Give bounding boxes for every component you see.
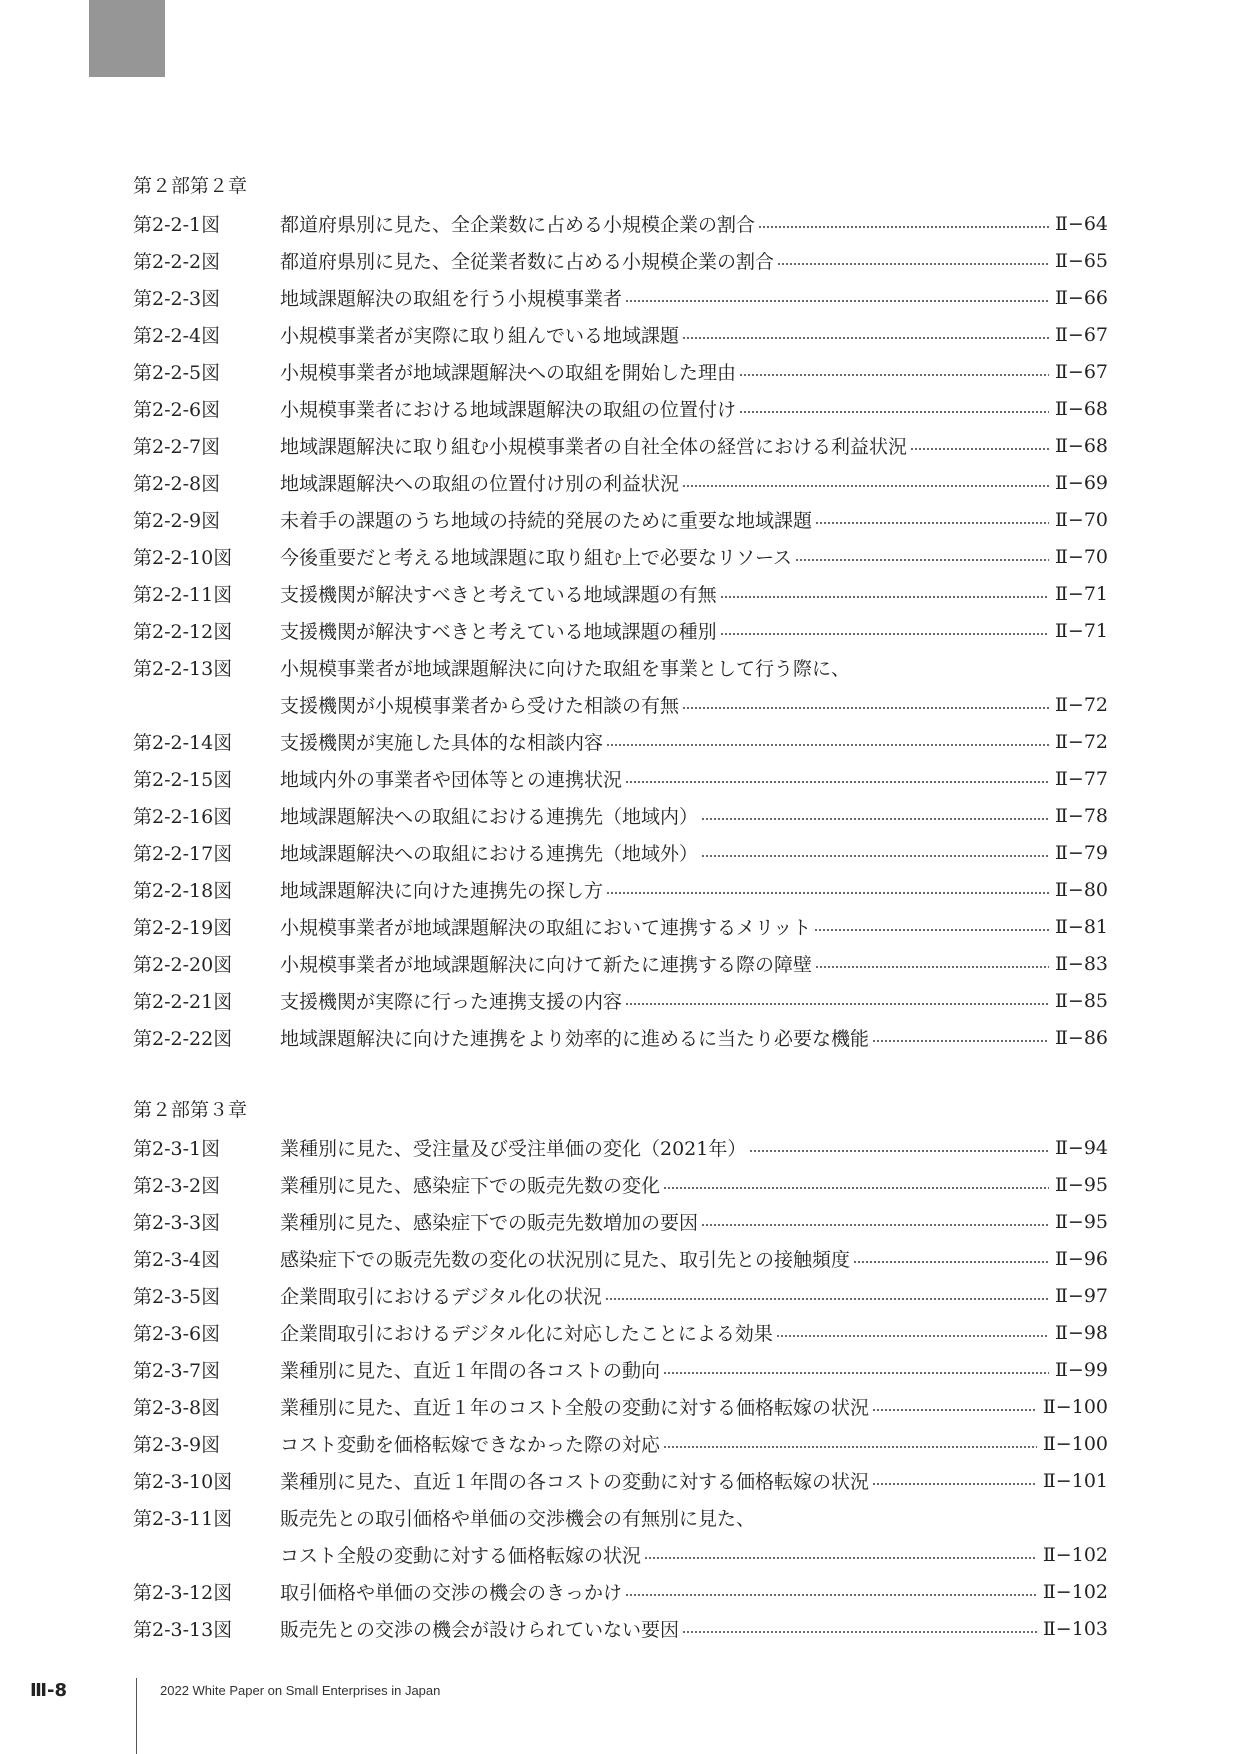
page-reference: Ⅱ−65 (1054, 249, 1108, 272)
entry-body (280, 284, 1108, 311)
figure-number: 第2-2-3図 (133, 288, 221, 310)
toc-entry[interactable] (133, 908, 1108, 945)
figure-number: 第2-2-19図 (133, 917, 233, 939)
dot-leader (682, 485, 1049, 487)
figure-number: 第2-2-1図 (133, 214, 221, 236)
corner-tab-block (89, 0, 165, 77)
page-reference: Ⅱ−103 (1042, 1617, 1108, 1640)
figure-number: 第2-3-1図 (133, 1138, 221, 1160)
entry-body (280, 802, 1108, 829)
entry-body (280, 432, 1108, 459)
entry-body (280, 1504, 1108, 1531)
figure-title: 支援機関が解決すべきと考えている地域課題の有無 (280, 584, 717, 606)
dot-leader (625, 781, 1049, 783)
page-reference: Ⅱ−100 (1042, 1395, 1108, 1418)
toc-entry[interactable] (133, 1166, 1108, 1203)
figure-number: 第2-2-12図 (133, 621, 233, 643)
toc-entry[interactable] (133, 1203, 1108, 1240)
figure-title: 業種別に見た、感染症下での販売先数の変化 (280, 1175, 661, 1197)
figure-title: 地域課題解決への取組における連携先（地域外） (280, 843, 699, 865)
figure-number: 第2-2-2図 (133, 251, 221, 273)
dot-leader (605, 1298, 1049, 1300)
toc-entry[interactable] (133, 1240, 1108, 1277)
entry-body (280, 543, 1108, 570)
figure-title: 地域課題解決に向けた連携をより効率的に進めるに当たり必要な機能 (280, 1028, 870, 1050)
toc-entry[interactable] (133, 1573, 1108, 1610)
figure-number: 第2-3-10図 (133, 1471, 233, 1493)
figure-title: 小規模事業者が地域課題解決に向けた取組を事業として行う際に、 (280, 658, 851, 680)
toc-entry[interactable] (133, 1610, 1108, 1647)
entry-body (280, 617, 1108, 644)
chapter-heading: 第２部第２章 (133, 175, 248, 197)
page-reference: Ⅱ−101 (1042, 1469, 1108, 1492)
entry-body (280, 1578, 1108, 1605)
toc-entry[interactable] (133, 205, 1108, 242)
toc-entry[interactable] (133, 612, 1108, 649)
page-reference: Ⅱ−72 (1054, 730, 1108, 753)
figure-title: 今後重要だと考える地域課題に取り組む上で必要なリソース (280, 547, 793, 569)
toc-entry[interactable] (133, 797, 1108, 834)
dot-leader (910, 448, 1049, 450)
toc-entry[interactable] (133, 649, 1108, 686)
page-reference: Ⅱ−67 (1054, 323, 1108, 346)
figure-number: 第2-2-14図 (133, 732, 233, 754)
toc-entry[interactable] (133, 464, 1108, 501)
page-reference: Ⅱ−80 (1054, 878, 1108, 901)
entry-body (280, 1282, 1108, 1309)
entry-body (280, 247, 1108, 274)
entry-body (280, 1615, 1108, 1642)
page-reference: Ⅱ−94 (1054, 1136, 1108, 1159)
toc-entry[interactable] (133, 1314, 1108, 1351)
entry-body (280, 765, 1108, 792)
figure-number: 第2-2-5図 (133, 362, 221, 384)
page-reference: Ⅱ−71 (1054, 619, 1108, 642)
dot-leader (682, 707, 1049, 709)
toc-entry[interactable] (133, 982, 1108, 1019)
dot-leader (701, 855, 1049, 857)
figure-number: 第2-2-15図 (133, 769, 233, 791)
dot-leader (739, 411, 1049, 413)
dot-leader (872, 1483, 1037, 1485)
page-reference: Ⅱ−85 (1054, 989, 1108, 1012)
toc-entry[interactable] (133, 1425, 1108, 1462)
page-reference: Ⅱ−99 (1054, 1358, 1108, 1381)
dot-leader (872, 1409, 1037, 1411)
page-reference: Ⅱ−102 (1042, 1543, 1108, 1566)
figure-title: 企業間取引におけるデジタル化の状況 (280, 1286, 602, 1308)
page-reference: Ⅱ−72 (1054, 693, 1108, 716)
entry-body (280, 913, 1108, 940)
figure-title: 小規模事業者が実際に取り組んでいる地域課題 (280, 325, 680, 347)
figure-number: 第2-3-2図 (133, 1175, 221, 1197)
figure-title: 小規模事業者における地域課題解決の取組の位置付け (280, 399, 737, 421)
toc-entry[interactable] (133, 575, 1108, 612)
page-reference: Ⅱ−69 (1054, 471, 1108, 494)
footer-divider (136, 1678, 137, 1754)
figure-number: 第2-3-3図 (133, 1212, 221, 1234)
page-footer (30, 1664, 730, 1754)
figure-title: 地域課題解決の取組を行う小規模事業者 (280, 288, 623, 310)
figure-title: 企業間取引におけるデジタル化に対応したことによる効果 (280, 1323, 773, 1345)
entry-body (280, 1541, 1108, 1568)
entry-body (280, 876, 1108, 903)
figure-number: 第2-3-13図 (133, 1619, 233, 1641)
toc-entry[interactable] (133, 834, 1108, 871)
dot-leader (739, 374, 1049, 376)
figure-number: 第2-3-12図 (133, 1582, 233, 1604)
figure-number: 第2-2-21図 (133, 991, 233, 1013)
figure-title: 未着手の課題のうち地域の持続的発展のために重要な地域課題 (280, 510, 813, 532)
entry-body (280, 1319, 1108, 1346)
figure-number: 第2-2-10図 (133, 547, 233, 569)
toc-entry[interactable] (133, 279, 1108, 316)
toc-entry[interactable] (133, 1388, 1108, 1425)
dot-leader (749, 1150, 1049, 1152)
page-reference: Ⅱ−78 (1054, 804, 1108, 827)
toc-entry[interactable] (133, 1277, 1108, 1314)
entry-body (280, 654, 1108, 681)
figure-number: 第2-2-18図 (133, 880, 233, 902)
dot-leader (663, 1372, 1049, 1374)
figure-title: 取引価格や単価の交渉の機会のきっかけ (280, 1582, 623, 1604)
figure-number: 第2-2-20図 (133, 954, 233, 976)
toc-entry[interactable] (133, 723, 1108, 760)
entry-body (280, 1024, 1108, 1051)
figure-number: 第2-3-6図 (133, 1323, 221, 1345)
dot-leader (777, 263, 1049, 265)
figure-number: 第2-3-8図 (133, 1397, 221, 1419)
entry-body (280, 580, 1108, 607)
dot-leader (625, 1594, 1037, 1596)
page-reference: Ⅱ−77 (1054, 767, 1108, 790)
page-reference: Ⅱ−95 (1054, 1173, 1108, 1196)
page-reference: Ⅱ−70 (1054, 545, 1108, 568)
page-reference: Ⅱ−66 (1054, 286, 1108, 309)
dot-leader (758, 226, 1049, 228)
figure-title: 業種別に見た、受注量及び受注単価の変化（2021年） (280, 1138, 747, 1160)
page-reference: Ⅱ−68 (1054, 397, 1108, 420)
figure-number: 第2-3-5図 (133, 1286, 221, 1308)
figure-number: 第2-3-4図 (133, 1249, 221, 1271)
figure-title: 小規模事業者が地域課題解決への取組を開始した理由 (280, 362, 737, 384)
toc-entry[interactable] (133, 1019, 1108, 1056)
entry-body (280, 358, 1108, 385)
entry-body (280, 210, 1108, 237)
dot-leader (625, 300, 1049, 302)
toc-entry[interactable] (133, 1462, 1108, 1499)
dot-leader (625, 1003, 1049, 1005)
figure-number: 第2-2-17図 (133, 843, 233, 865)
entry-body (280, 691, 1108, 718)
entry-body (280, 321, 1108, 348)
dot-leader (606, 744, 1049, 746)
figure-number: 第2-2-13図 (133, 658, 233, 680)
toc-entry[interactable] (133, 760, 1108, 797)
figure-title: 小規模事業者が地域課題解決の取組において連携するメリット (280, 917, 812, 939)
toc-entry[interactable] (133, 390, 1108, 427)
figure-number: 第2-2-4図 (133, 325, 221, 347)
page-reference: Ⅱ−95 (1054, 1210, 1108, 1233)
toc-entry[interactable] (133, 1351, 1108, 1388)
dot-leader (853, 1261, 1049, 1263)
page-reference: Ⅱ−97 (1054, 1284, 1108, 1307)
figure-number: 第2-3-11図 (133, 1508, 233, 1530)
figure-number: 第2-2-22図 (133, 1028, 233, 1050)
figure-title: 支援機関が小規模事業者から受けた相談の有無 (280, 695, 680, 717)
toc-entry[interactable] (133, 945, 1108, 982)
page-reference: Ⅱ−102 (1042, 1580, 1108, 1603)
page-reference: Ⅱ−71 (1054, 582, 1108, 605)
entry-body (280, 950, 1108, 977)
figure-title: 販売先との取引価格や単価の交渉機会の有無別に見た、 (280, 1508, 756, 1530)
figure-title: 地域内外の事業者や団体等との連携状況 (280, 769, 623, 791)
page-reference: Ⅱ−70 (1054, 508, 1108, 531)
entry-body (280, 1430, 1108, 1457)
page-number: Ⅲ-8 (30, 1680, 68, 1701)
figure-title: 業種別に見た、感染症下での販売先数増加の要因 (280, 1212, 699, 1234)
toc-entry[interactable] (133, 686, 1108, 723)
dot-leader (701, 1224, 1049, 1226)
toc-entry[interactable] (133, 353, 1108, 390)
figure-title: コスト変動を価格転嫁できなかった際の対応 (280, 1434, 661, 1456)
figure-number: 第2-2-16図 (133, 806, 233, 828)
dot-leader (814, 929, 1049, 931)
toc-entry[interactable] (133, 538, 1108, 575)
chapter-section (133, 168, 1108, 1056)
figure-number: 第2-3-9図 (133, 1434, 221, 1456)
figure-title: 地域課題解決に取り組む小規模事業者の自社全体の経営における利益状況 (280, 436, 908, 458)
dot-leader (720, 596, 1049, 598)
dot-leader (795, 559, 1049, 561)
toc-entry[interactable] (133, 1499, 1108, 1536)
page-reference: Ⅱ−79 (1054, 841, 1108, 864)
figure-title: 都道府県別に見た、全従業者数に占める小規模企業の割合 (280, 251, 775, 273)
figure-title: 業種別に見た、直近１年間の各コストの動向 (280, 1360, 661, 1382)
chapter-heading: 第２部第３章 (133, 1099, 248, 1121)
dot-leader (872, 1040, 1049, 1042)
page-reference: Ⅱ−98 (1054, 1321, 1108, 1344)
toc-entry[interactable] (133, 871, 1108, 908)
entry-body (280, 1134, 1108, 1161)
dot-leader (815, 966, 1049, 968)
entry-body (280, 395, 1108, 422)
figure-title: 業種別に見た、直近１年間の各コストの変動に対する価格転嫁の状況 (280, 1471, 870, 1493)
dot-leader (682, 1631, 1037, 1633)
entry-body (280, 469, 1108, 496)
publication-title: 2022 White Paper on Small Enterprises in Japan (160, 1683, 441, 1698)
figure-number: 第2-2-11図 (133, 584, 233, 606)
figure-title: 支援機関が解決すべきと考えている地域課題の種別 (280, 621, 717, 643)
entry-body (280, 728, 1108, 755)
entry-body (280, 506, 1108, 533)
entry-body (280, 1356, 1108, 1383)
toc-entry[interactable] (133, 427, 1108, 464)
dot-leader (606, 892, 1049, 894)
page-reference: Ⅱ−86 (1054, 1026, 1108, 1049)
page-reference: Ⅱ−68 (1054, 434, 1108, 457)
figure-number: 第2-3-7図 (133, 1360, 221, 1382)
figure-title: 販売先との交渉の機会が設けられていない要因 (280, 1619, 680, 1641)
entry-body (280, 987, 1108, 1014)
entry-body (280, 1467, 1108, 1494)
figure-title: 地域課題解決に向けた連携先の探し方 (280, 880, 604, 902)
page-reference: Ⅱ−100 (1042, 1432, 1108, 1455)
entry-body (280, 1245, 1108, 1272)
figure-title: 支援機関が実施した具体的な相談内容 (280, 732, 604, 754)
dot-leader (663, 1187, 1049, 1189)
figure-list (133, 168, 1108, 1683)
toc-entry[interactable] (133, 242, 1108, 279)
toc-entry[interactable] (133, 1129, 1108, 1166)
figure-number: 第2-2-7図 (133, 436, 221, 458)
dot-leader (701, 818, 1049, 820)
figure-title: 地域課題解決への取組の位置付け別の利益状況 (280, 473, 680, 495)
toc-entry[interactable] (133, 316, 1108, 353)
figure-title: 感染症下での販売先数の変化の状況別に見た、取引先との接触頻度 (280, 1249, 851, 1271)
page-reference: Ⅱ−64 (1054, 212, 1108, 235)
dot-leader (682, 337, 1049, 339)
page-reference: Ⅱ−67 (1054, 360, 1108, 383)
figure-title: 業種別に見た、直近１年のコスト全般の変動に対する価格転嫁の状況 (280, 1397, 870, 1419)
page-reference: Ⅱ−83 (1054, 952, 1108, 975)
figure-title: 小規模事業者が地域課題解決に向けて新たに連携する際の障壁 (280, 954, 813, 976)
entry-body (280, 1393, 1108, 1420)
toc-entry[interactable] (133, 1536, 1108, 1573)
figure-title: 都道府県別に見た、全企業数に占める小規模企業の割合 (280, 214, 756, 236)
page-reference: Ⅱ−81 (1054, 915, 1108, 938)
dot-leader (720, 633, 1049, 635)
figure-title: 支援機関が実際に行った連携支援の内容 (280, 991, 623, 1013)
figure-title: 地域課題解決への取組における連携先（地域内） (280, 806, 699, 828)
page-reference: Ⅱ−96 (1054, 1247, 1108, 1270)
toc-entry[interactable] (133, 501, 1108, 538)
entry-body (280, 1208, 1108, 1235)
entry-body (280, 839, 1108, 866)
dot-leader (776, 1335, 1049, 1337)
dot-leader (644, 1557, 1037, 1559)
figure-title: コスト全般の変動に対する価格転嫁の状況 (280, 1545, 642, 1567)
figure-number: 第2-2-8図 (133, 473, 221, 495)
figure-number: 第2-2-6図 (133, 399, 221, 421)
chapter-section (133, 1092, 1108, 1647)
figure-number: 第2-2-9図 (133, 510, 221, 532)
dot-leader (815, 522, 1049, 524)
entry-body (280, 1171, 1108, 1198)
dot-leader (663, 1446, 1037, 1448)
